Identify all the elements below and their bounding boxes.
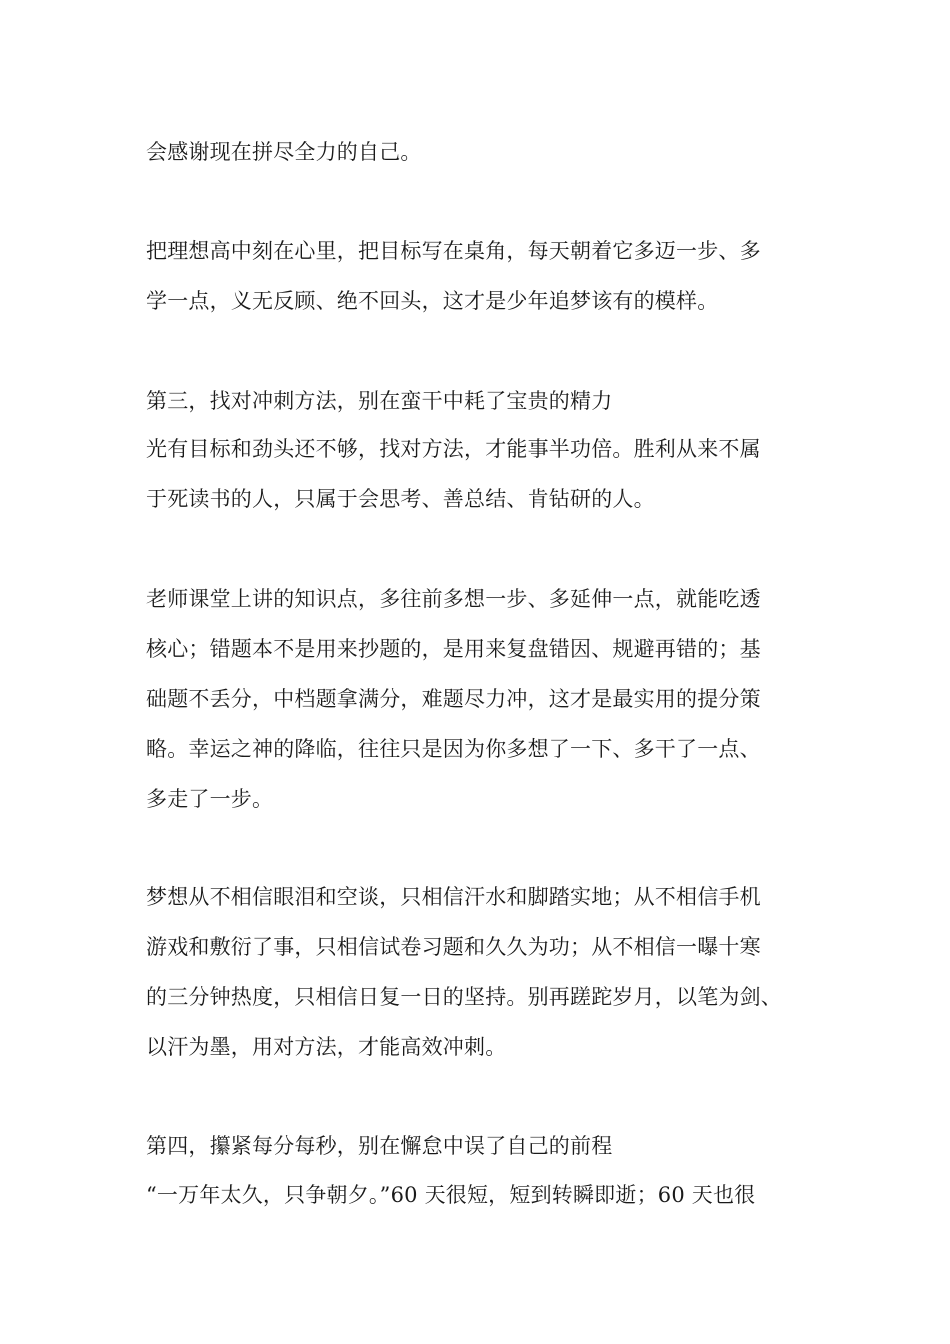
text-line: 学一点，义无反顾、绝不回头，这才是少年追梦该有的模样。 xyxy=(146,289,719,313)
text-line: 光有目标和劲头还不够，找对方法，才能事半功倍。胜利从来不属 xyxy=(146,437,761,461)
section-heading: 第四，攥紧每分每秒，别在懈怠中误了自己的前程 xyxy=(146,1134,613,1158)
section-heading: 第三，找对冲刺方法，别在蛮干中耗了宝贵的精力 xyxy=(146,389,613,413)
text-line: 础题不丢分，中档题拿满分，难题尽力冲，这才是最实用的提分策 xyxy=(146,687,761,711)
text-line: 游戏和敷衍了事，只相信试卷习题和久久为功；从不相信一曝十寒 xyxy=(146,935,761,959)
text-line: 核心；错题本不是用来抄题的，是用来复盘错因、规避再错的；基 xyxy=(146,637,761,661)
text-line: 于死读书的人，只属于会思考、善总结、肯钻研的人。 xyxy=(146,487,655,511)
text-line: 略。幸运之神的降临，往往只是因为你多想了一下、多干了一点、 xyxy=(146,737,761,761)
text-line: “一万年太久，只争朝夕。”60 天很短，短到转瞬即逝；60 天也很 xyxy=(146,1183,756,1207)
text-line: 会感谢现在拼尽全力的自己。 xyxy=(146,140,422,164)
text-line: 多走了一步。 xyxy=(146,787,274,811)
text-line: 以汗为墨，用对方法，才能高效冲刺。 xyxy=(146,1035,507,1059)
text-line: 的三分钟热度，只相信日复一日的坚持。别再蹉跎岁月，以笔为剑、 xyxy=(146,985,782,1009)
text-line: 老师课堂上讲的知识点，多往前多想一步、多延伸一点，就能吃透 xyxy=(146,587,761,611)
text-line: 把理想高中刻在心里，把目标写在桌角，每天朝着它多迈一步、多 xyxy=(146,239,761,263)
text-line: 梦想从不相信眼泪和空谈，只相信汗水和脚踏实地；从不相信手机 xyxy=(146,885,761,909)
